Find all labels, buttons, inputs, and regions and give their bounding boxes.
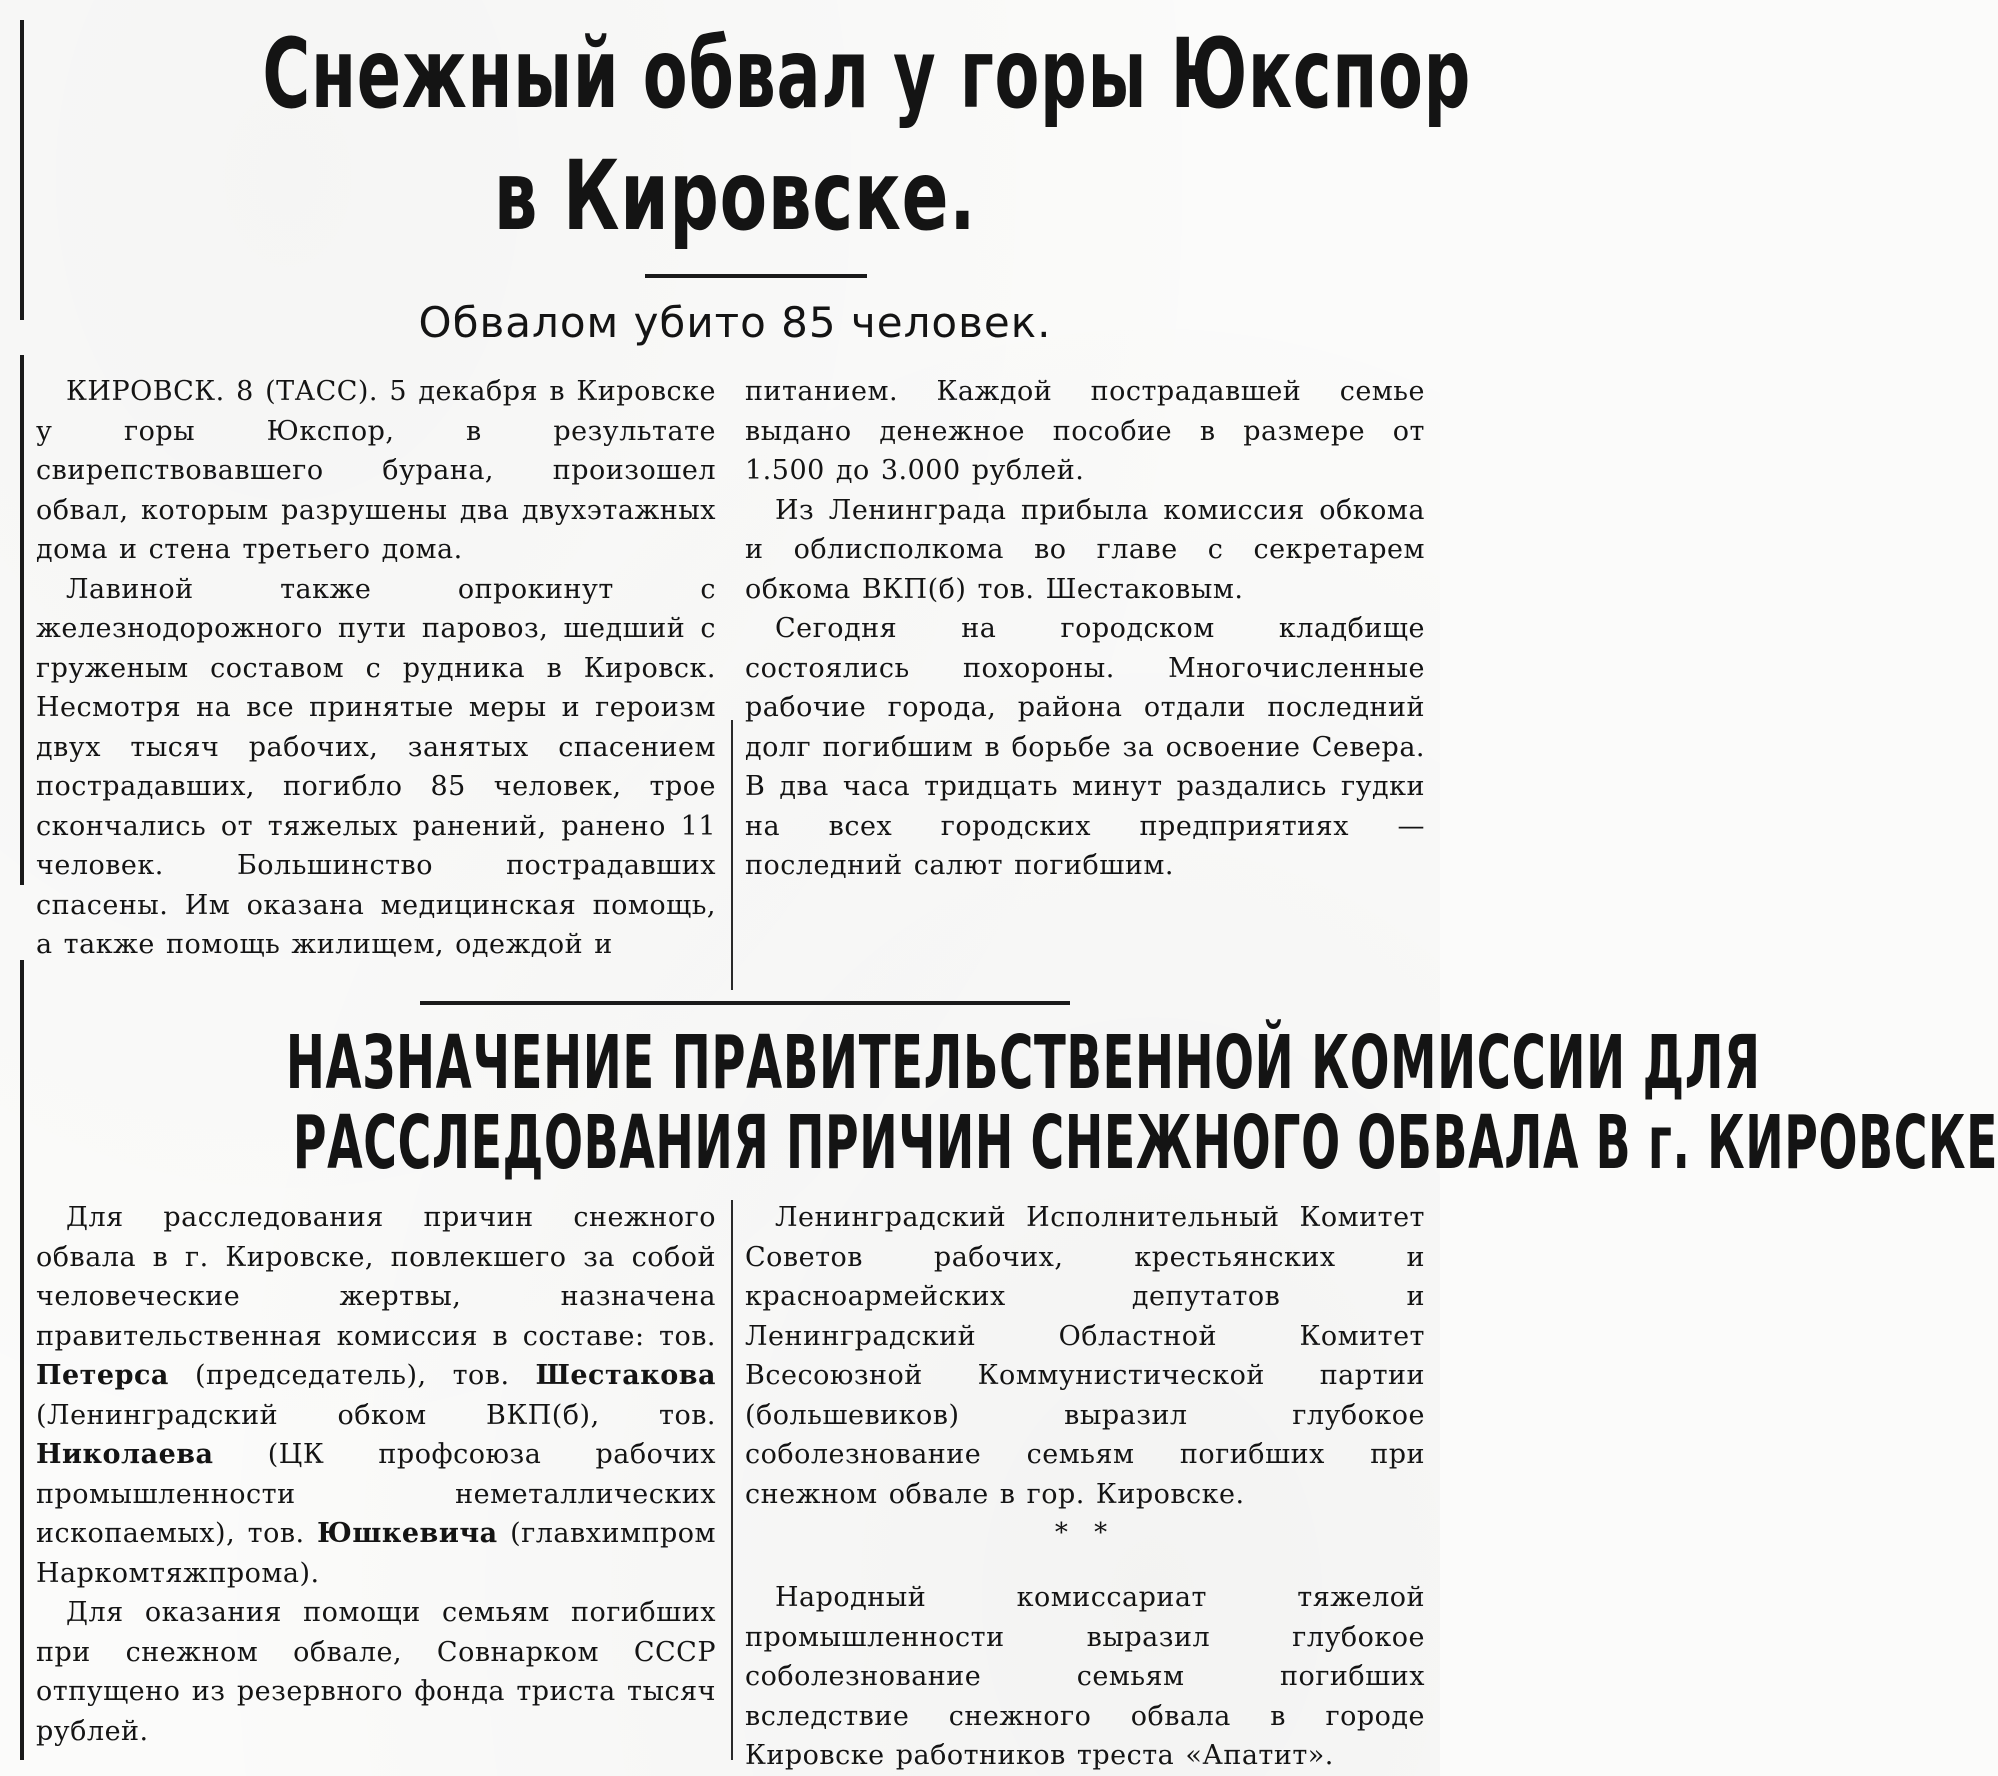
article1-paragraph: питанием. Каждой пострадавшей семье выдано денежное пособие в размере от 1.500 до 3.000 рублей. [745, 376, 1425, 486]
text-span: (председатель), тов. [194, 1360, 510, 1391]
left-margin-rule [20, 960, 24, 1760]
article2-headline-line2: РАССЛЕДОВАНИЯ ПРИЧИН СНЕЖНОГО ОБВАЛА В г. КИРОВСКЕ [292, 1100, 1998, 1186]
article2-paragraph [36, 1198, 716, 1593]
article2-right-column [745, 1198, 1425, 1771]
article1-left-column [36, 372, 716, 990]
article2-paragraph: Ленинградский Исполнительный Комитет Советов рабочих, крестьянских и красноармейских депутатов и Ленинградский Областной Комитет Всесоюзной Коммунистической партии (большевиков) выразил глубокое соболезнование семьям погибших при снежном обвале в гор. Кировске. [745, 1202, 1425, 1510]
article2-paragraph: Народный комиссариат тяжелой промышленности выразил глубокое соболезнование семьям погибших вследствие снежного обвала в городе Кировске работников треста «Апатит». [745, 1582, 1425, 1771]
text-span: Для расследования причин снежного обвала в г. Кировске, повлекшего за собой человеческие жертвы, назначена правительственная комиссия в составе: тов. [36, 1202, 716, 1352]
article1-paragraph: Лавиной также опрокинут с железнодорожного пути паровоз, шедший с груженым составом с рудника в Кировск. Несмотря на все принятые меры и героизм двух тысяч рабочих, занятых спасением пострадавших, погибло 85 человек, трое скончались от тяжелых ранений, ранено 11 человек. Большинство пострадавших спасены. Им оказана медицинская помощь, а также помощь жилищем, одеждой и [36, 573, 716, 960]
column-divider [731, 1200, 733, 1760]
left-margin-rule [20, 355, 24, 885]
article1-right-column [745, 372, 1425, 990]
person-name: Шестакова [535, 1360, 716, 1391]
article1-subheadline: Обвалом убито 85 человек. [418, 298, 1052, 347]
headline-divider [645, 274, 867, 278]
article2-left-column [36, 1198, 716, 1758]
text-span: (Ленинградский обком ВКП(б), тов. [36, 1399, 716, 1431]
article-separator-rule [420, 1001, 1070, 1005]
article2-paragraph: Для оказания помощи семьям погибших при снежном обвале, Совнарком СССР отпущено из резервного фонда триста тысяч рублей. [36, 1597, 716, 1747]
text-span: (ЦК профсоюза рабочих промышленности неметаллических ископаемых), тов. [36, 1439, 716, 1549]
article1-paragraph: Сегодня на городском кладбище состоялись похороны. Многочисленные рабочие города, района отдали последний долг погибшим в борьбе за освоение Севера. В два часа тридцать минут раздались гудки на всех городских предприятиях — последний салют погибшим. [745, 613, 1425, 881]
article1-paragraph: КИРОВСК. 8 (ТАСС). 5 декабря в Кировске у горы Юкспор, в результате свирепствовавшего бурана, произошел обвал, которым разрушены два двухэтажных дома и стена третьего дома. [36, 376, 716, 565]
article1-headline-line2: в Кировске. [493, 140, 977, 252]
article1-headline-line1: Снежный обвал у горы Юкспор [262, 18, 1471, 130]
person-name: Николаева [36, 1439, 214, 1470]
person-name: Юшкевича [317, 1518, 498, 1549]
person-name: Петерса [36, 1360, 169, 1391]
article1-paragraph: Из Ленинграда прибыла комиссия обкома и облисполкома во главе с секретарем обкома ВКП(б) тов. Шестаковым. [745, 494, 1425, 605]
column-divider [731, 720, 733, 990]
section-separator-stars: * * [1054, 1518, 1116, 1548]
text-span: (главхимпром Наркомтяжпрома). [36, 1518, 716, 1589]
left-margin-rule [20, 20, 24, 320]
article2-headline-line1: НАЗНАЧЕНИЕ ПРАВИТЕЛЬСТВЕННОЙ КОМИССИИ ДЛЯ [285, 1020, 1761, 1106]
